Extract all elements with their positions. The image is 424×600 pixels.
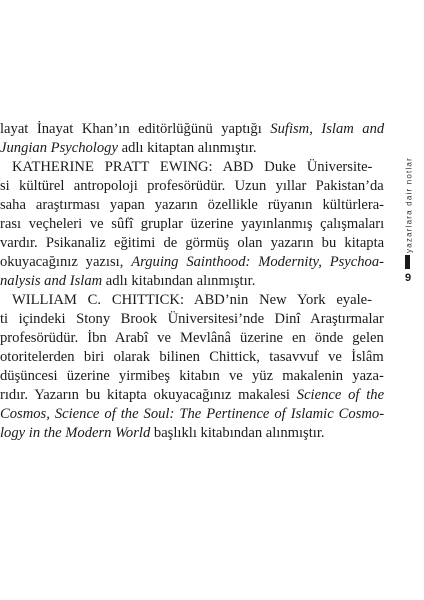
text-line	[0, 177, 384, 196]
text-line	[0, 120, 384, 139]
text-run: si kültürel antropoloji profesörüdür. Uzun yıllar Pakistan’da	[0, 178, 384, 194]
text-run: adlı kitaptan alınmıştır.	[117, 140, 257, 156]
text-run: otoritelerden biri olarak bilinen Chittick, tasavvuf ve İslâm	[0, 349, 384, 365]
text-line	[0, 234, 384, 253]
running-head-text: yazarlara dair notlar	[404, 157, 414, 253]
text-run: KATHERINE PRATT EWING: ABD Duke Üniversite-	[12, 159, 373, 175]
body-text	[0, 120, 384, 443]
text-run: saha araştırması yapan yazarın özellikle rüyanın kültürlera-	[0, 197, 385, 213]
text-line	[0, 272, 384, 291]
text-line	[0, 253, 384, 272]
italic-title-text: nalysis and Islam	[0, 273, 103, 289]
text-line	[0, 329, 384, 348]
text-line	[0, 386, 384, 405]
italic-title-text: Sufism, Islam and	[270, 121, 385, 137]
text-run: düşüncesi üzerine yirmibeş kitabın ve yüz makalenin yaza-	[0, 368, 384, 384]
text-line	[0, 196, 384, 215]
running-head	[401, 157, 417, 253]
text-line	[0, 139, 384, 158]
text-line	[0, 348, 384, 367]
text-run: ti içindeki Stony Brook Üniversitesi’nde Dinî Araştırmalar	[0, 311, 384, 327]
text-run: profesörüdür. İbn Arabî ve Mevlânâ üzerine en önde gelen	[0, 330, 384, 346]
italic-title-text: Science of the	[296, 387, 385, 403]
text-run: vardır. Psikanaliz eğitimi de görmüş olan yazarın bu kitapta	[0, 235, 385, 251]
text-line	[0, 424, 384, 443]
text-run: okuyacağınız yazısı,	[0, 254, 132, 270]
text-run: adlı kitabından alınmıştır.	[102, 273, 256, 289]
text-line	[0, 215, 384, 234]
margin-marker-bar	[405, 255, 410, 269]
text-line	[0, 158, 384, 177]
page-number: 9	[404, 272, 412, 284]
text-line	[0, 405, 384, 424]
italic-title-text: Jungian Psychology	[0, 140, 118, 156]
text-run: rıdır. Yazarın bu kitapta okuyacağınız makalesi	[0, 387, 297, 403]
text-line	[0, 310, 384, 329]
text-line	[0, 291, 384, 310]
text-run: WILLIAM C. CHITTICK: ABD’nin New York eyale-	[12, 292, 372, 308]
text-run: layat İnayat Khan’ın editörlüğünü yaptığı	[0, 121, 271, 137]
text-line	[0, 367, 384, 386]
text-run: rası veçheleri ve sûfî gruplar üzerine yayınlanmış çalışmaları	[0, 216, 385, 232]
italic-title-text: Cosmos, Science of the Soul: The Pertinence of Islamic Cosmo-	[0, 406, 385, 422]
italic-title-text: logy in the Modern World	[0, 425, 151, 441]
italic-title-text: Arguing Sainthood: Modernity, Psychoa-	[131, 254, 385, 270]
text-run: başlıklı kitabından alınmıştır.	[150, 425, 325, 441]
